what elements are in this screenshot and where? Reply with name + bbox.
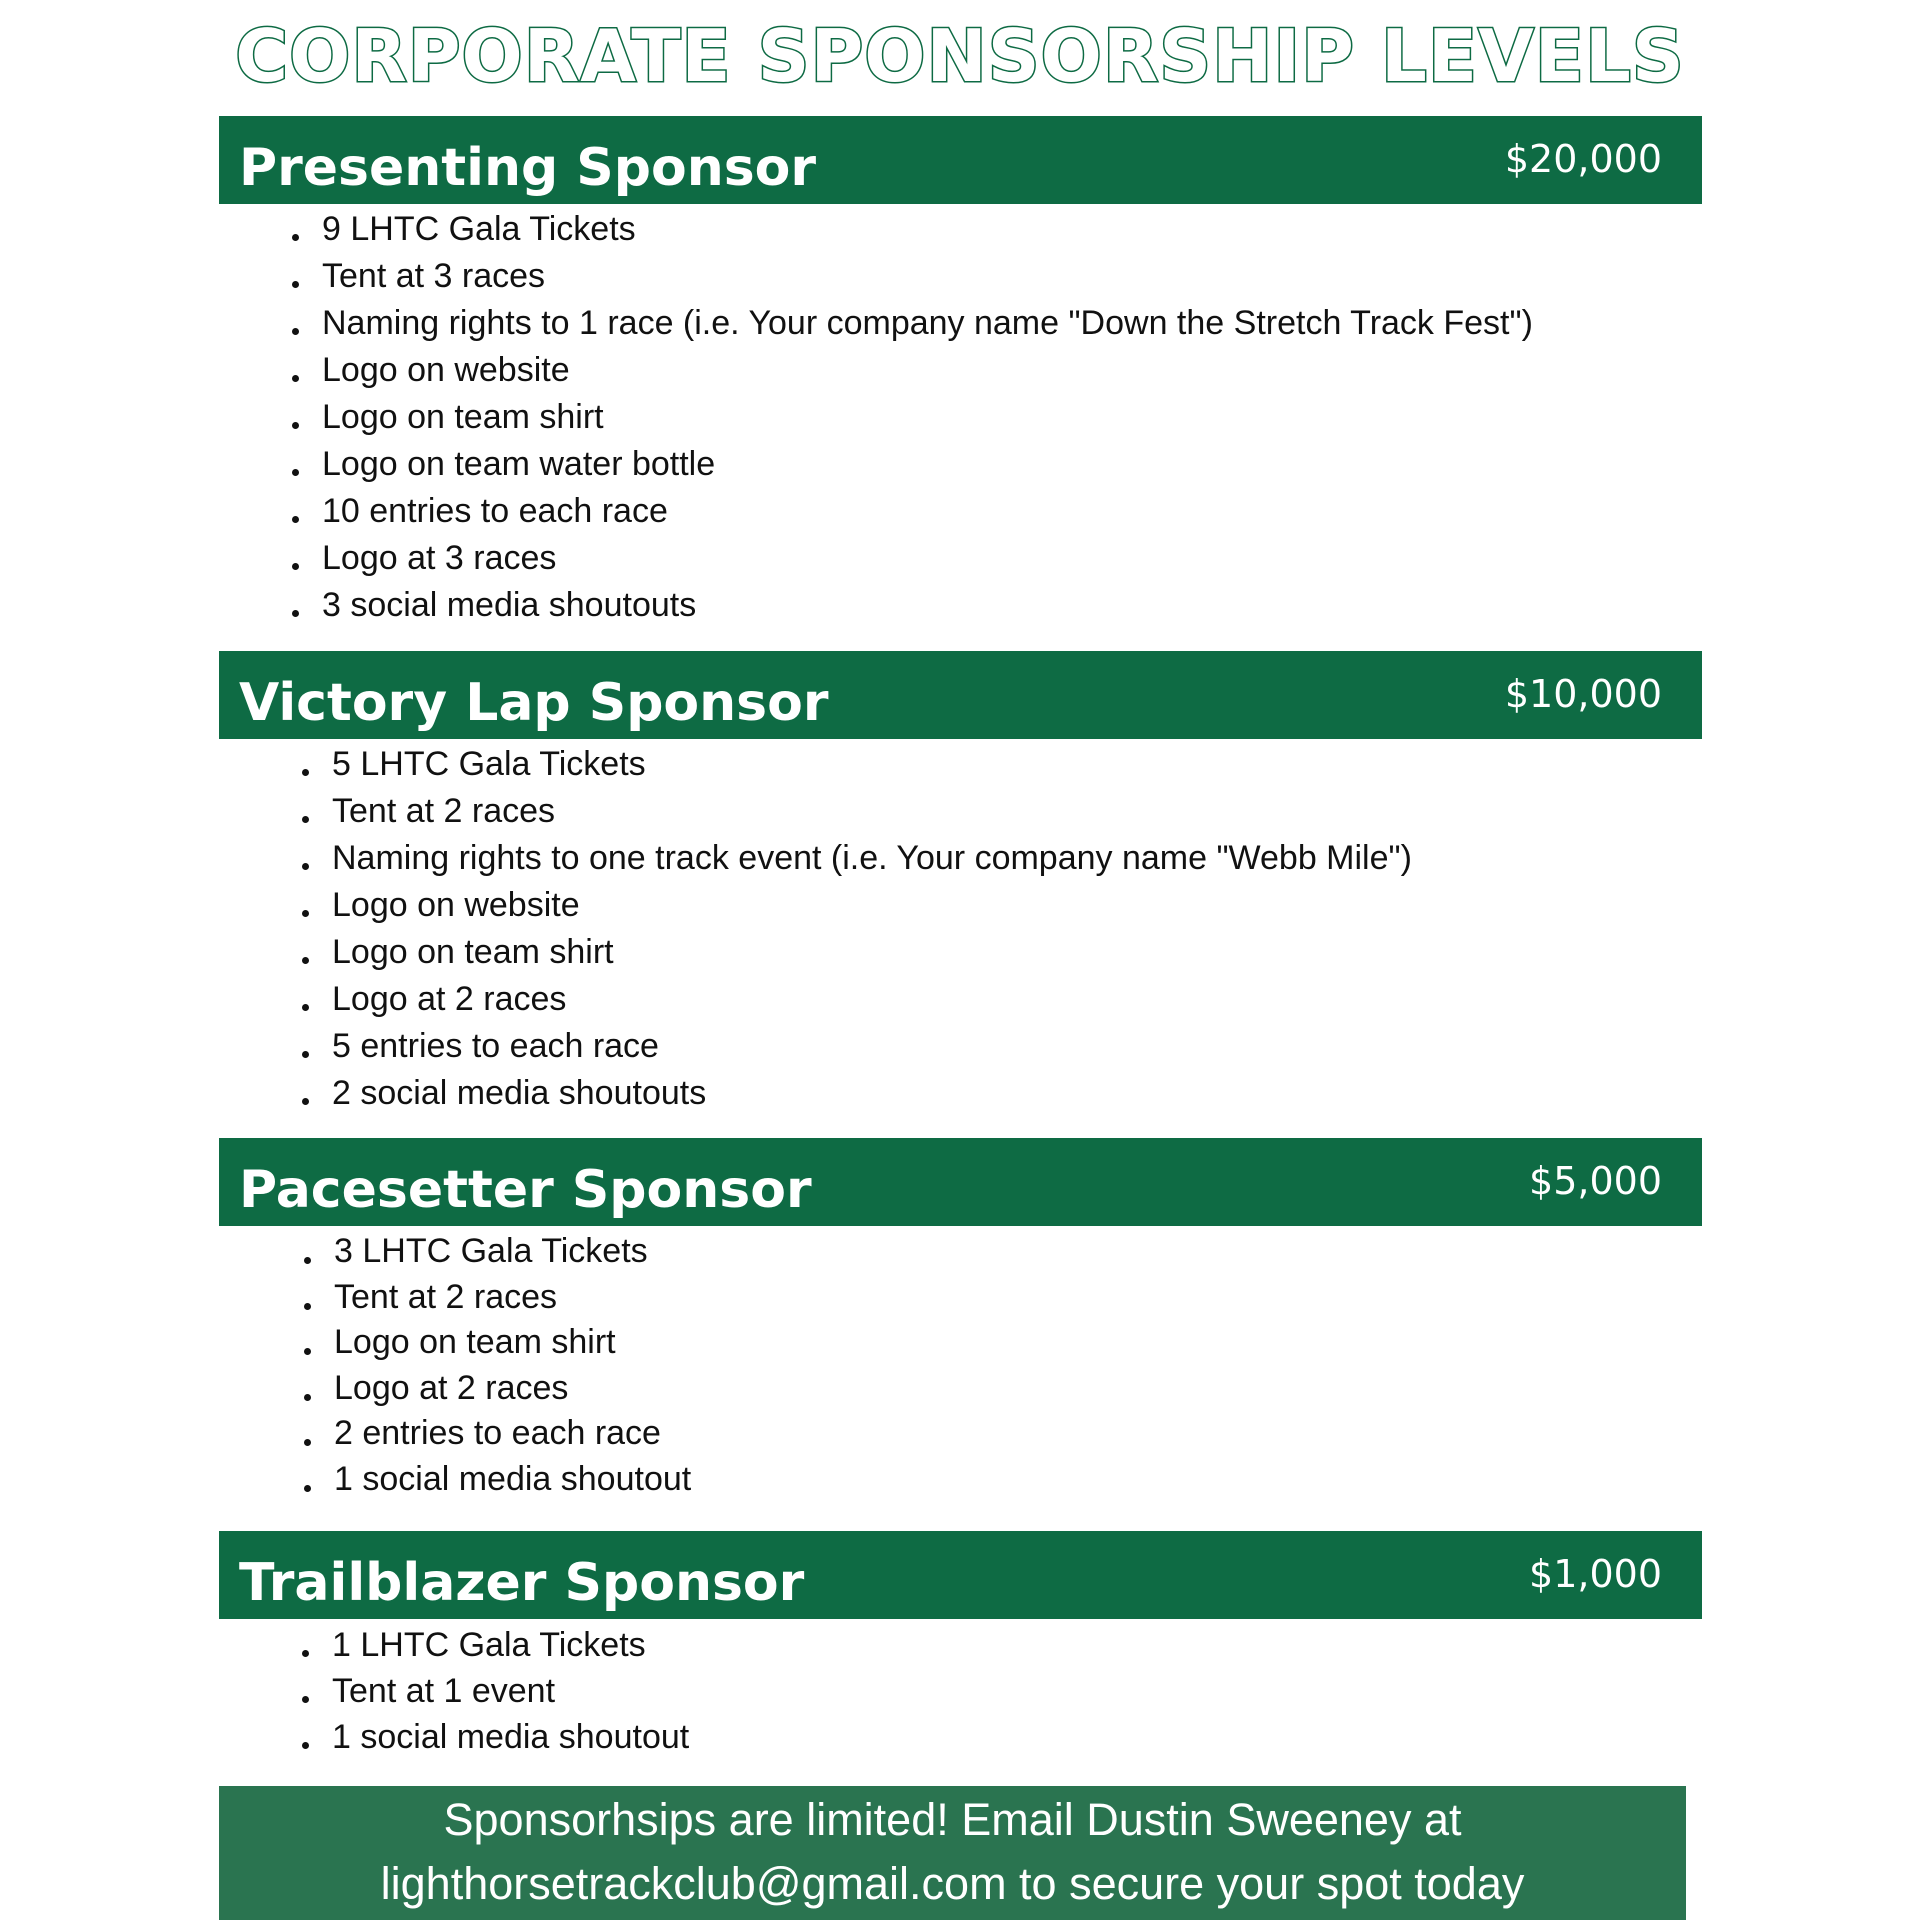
perk-item: 1 social media shoutout <box>304 1457 691 1503</box>
perk-item: Logo on website <box>302 882 1412 929</box>
perk-item: Logo on team shirt <box>304 1320 691 1366</box>
perk-list-victory-lap <box>302 741 1412 1117</box>
perk-item: Logo on team water bottle <box>292 441 1533 488</box>
tier-price: $10,000 <box>1504 672 1662 716</box>
tier-name: Trailblazer Sponsor <box>239 1553 805 1613</box>
perk-item: Naming rights to 1 race (i.e. Your company name "Down the Stretch Track Fest") <box>292 300 1533 347</box>
perk-item: Logo on website <box>292 347 1533 394</box>
tier-price: $1,000 <box>1529 1552 1662 1596</box>
perk-item: 1 social media shoutout <box>302 1714 689 1760</box>
footer-text-line-2: lighthorsetrackclub@gmail.com to secure your spot today <box>380 1858 1525 1909</box>
perk-item: Tent at 2 races <box>302 788 1412 835</box>
perk-item: Tent at 2 races <box>304 1275 691 1321</box>
perk-item: Naming rights to one track event (i.e. Your company name "Webb Mile") <box>302 835 1412 882</box>
perk-item: Logo at 2 races <box>302 976 1412 1023</box>
perk-item: 1 LHTC Gala Tickets <box>302 1622 689 1668</box>
tier-header-trailblazer <box>219 1531 1702 1619</box>
perk-item: 3 LHTC Gala Tickets <box>304 1229 691 1275</box>
footer-cta <box>219 1786 1686 1920</box>
tier-header-pacesetter <box>219 1138 1702 1226</box>
perk-list-trailblazer <box>302 1622 689 1760</box>
tier-name: Pacesetter Sponsor <box>239 1160 812 1220</box>
page-title: CORPORATE SPONSORSHIP LEVELS <box>235 14 1685 98</box>
footer-text-line-1: Sponsorhsips are limited! Email Dustin Sweeney at <box>443 1794 1462 1845</box>
perk-list-pacesetter <box>304 1229 691 1502</box>
tier-name: Victory Lap Sponsor <box>239 673 829 733</box>
perk-list-presenting <box>292 206 1533 629</box>
tier-header-presenting <box>219 116 1702 204</box>
tier-price: $20,000 <box>1504 137 1662 181</box>
perk-item: Logo on team shirt <box>292 394 1533 441</box>
perk-item: 2 social media shoutouts <box>302 1070 1412 1117</box>
tier-price: $5,000 <box>1529 1159 1662 1203</box>
perk-item: Logo at 2 races <box>304 1366 691 1412</box>
tier-name: Presenting Sponsor <box>239 138 817 198</box>
perk-item: Logo at 3 races <box>292 535 1533 582</box>
perk-item: Tent at 3 races <box>292 253 1533 300</box>
tier-header-victory-lap <box>219 651 1702 739</box>
perk-item: 10 entries to each race <box>292 488 1533 535</box>
perk-item: Logo on team shirt <box>302 929 1412 976</box>
perk-item: 5 entries to each race <box>302 1023 1412 1070</box>
perk-item: Tent at 1 event <box>302 1668 689 1714</box>
perk-item: 9 LHTC Gala Tickets <box>292 206 1533 253</box>
perk-item: 2 entries to each race <box>304 1411 691 1457</box>
perk-item: 5 LHTC Gala Tickets <box>302 741 1412 788</box>
perk-item: 3 social media shoutouts <box>292 582 1533 629</box>
